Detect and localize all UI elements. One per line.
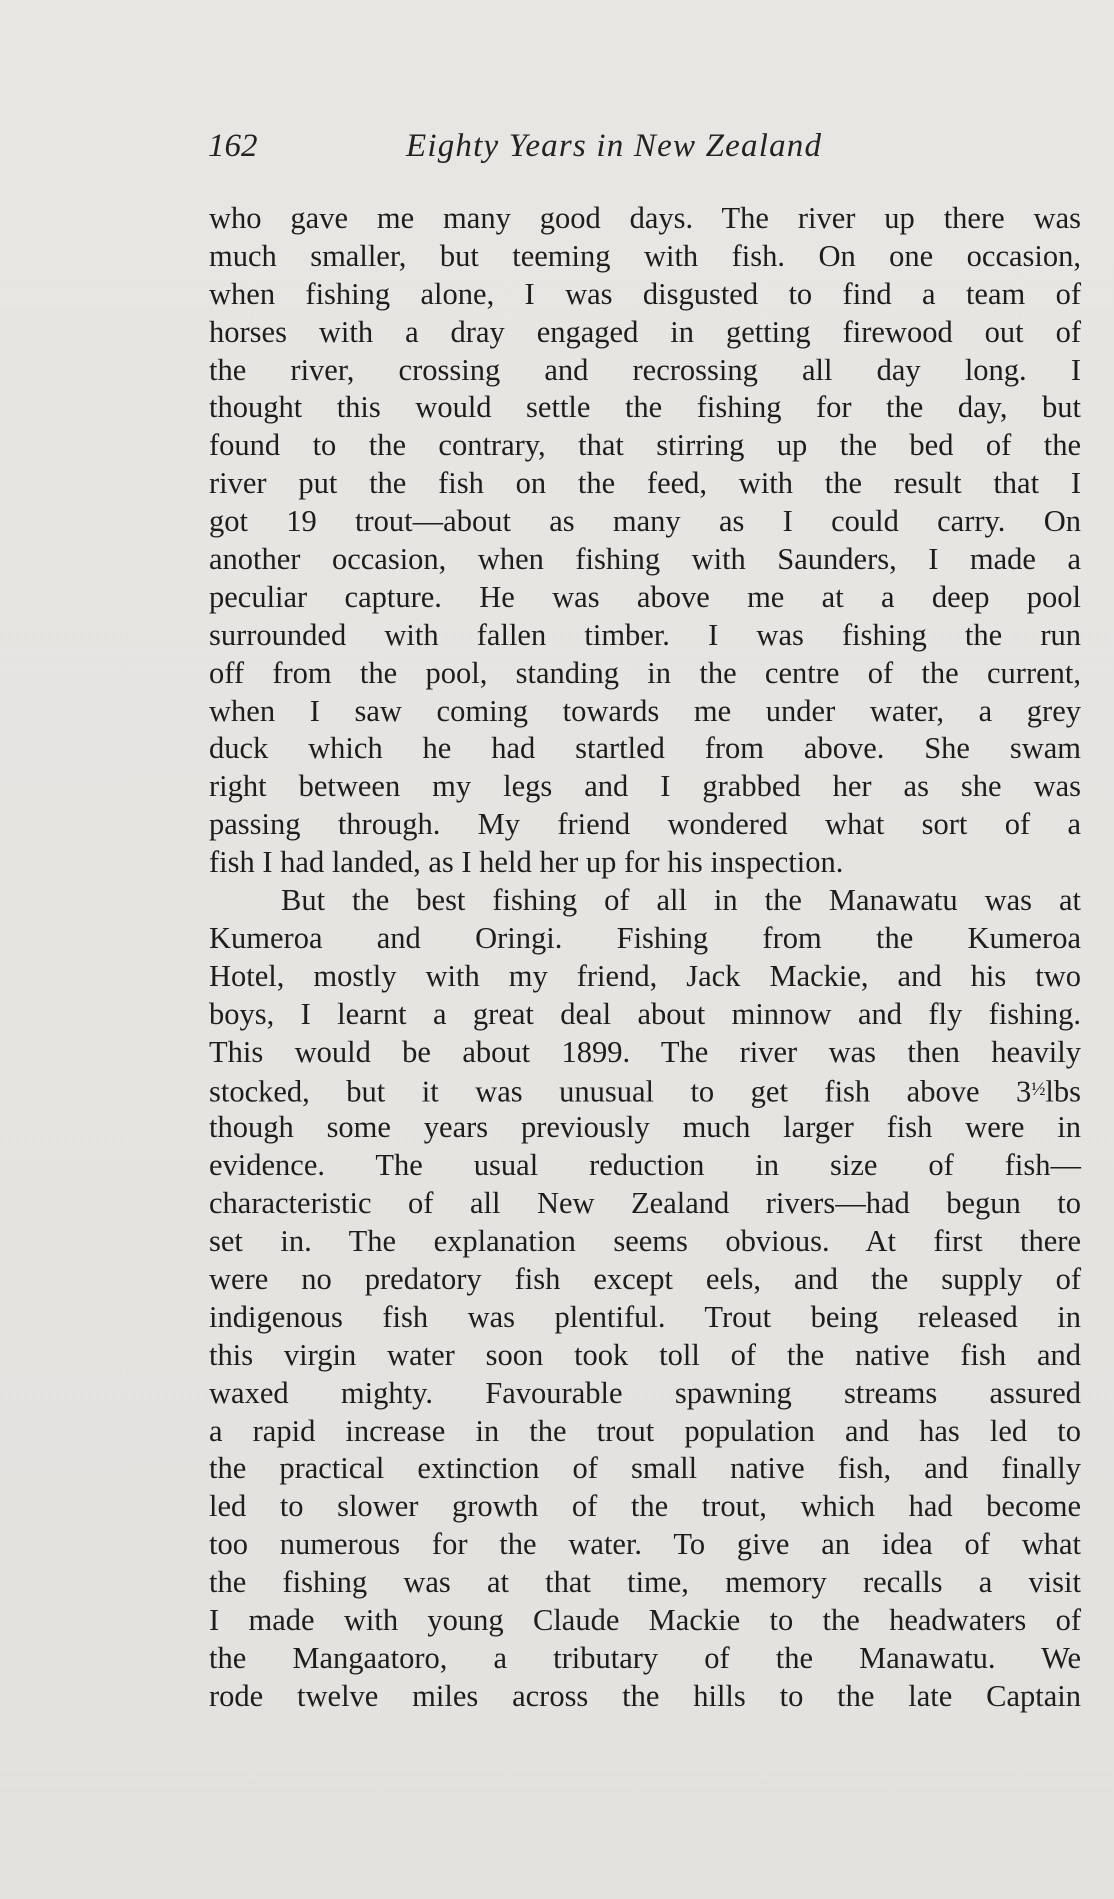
text-line: a rapid increase in the trout population and has led to bbox=[209, 1413, 1081, 1448]
text-line: horses with a dray engaged in getting firewood out of bbox=[209, 314, 1081, 349]
text-line: too numerous for the water. To give an idea of what bbox=[209, 1527, 1081, 1562]
text-line: river put the fish on the feed, with the result that I bbox=[209, 466, 1081, 501]
text-line: right between my legs and I grabbed her as she was bbox=[209, 769, 1081, 804]
text-line: fish I had landed, as I held her up for his inspection. bbox=[209, 845, 844, 880]
text-line-with-fraction bbox=[209, 1071, 1081, 1109]
text-line: evidence. The usual reduction in size of fish— bbox=[209, 1148, 1081, 1183]
text-line: peculiar capture. He was above me at a deep pool bbox=[209, 579, 1081, 614]
text-line: indigenous fish was plentiful. Trout being released in bbox=[209, 1299, 1081, 1334]
text-line: thought this would settle the fishing for the day, but bbox=[209, 390, 1081, 425]
body-text bbox=[209, 200, 1081, 1716]
text-line: the practical extinction of small native fish, and finally bbox=[209, 1451, 1081, 1486]
text-line: waxed mighty. Favourable spawning streams assured bbox=[209, 1375, 1081, 1410]
text-line: the fishing was at that time, memory recalls a visit bbox=[209, 1565, 1081, 1600]
text-line: though some years previously much larger fish were in bbox=[209, 1110, 1081, 1145]
text-line: boys, I learnt a great deal about minnow and fly fishing. bbox=[209, 996, 1081, 1031]
text-line: characteristic of all New Zealand rivers—had begun to bbox=[209, 1186, 1081, 1221]
text-line: found to the contrary, that stirring up the bed of the bbox=[209, 428, 1081, 463]
text-line: when fishing alone, I was disgusted to find a team of bbox=[209, 276, 1081, 311]
weight-unit: lbs bbox=[1045, 1075, 1081, 1110]
text-line: another occasion, when fishing with Saunders, I made a bbox=[209, 542, 1081, 577]
book-title: Eighty Years in New Zealand bbox=[406, 128, 823, 164]
text-line: set in. The explanation seems obvious. At first there bbox=[209, 1224, 1081, 1259]
text-line: passing through. My friend wondered what sort of a bbox=[209, 807, 1081, 842]
text-line: much smaller, but teeming with fish. On one occasion, bbox=[209, 238, 1081, 273]
text-line: surrounded with fallen timber. I was fishing the run bbox=[209, 617, 1081, 652]
text-line: got 19 trout—about as many as I could carry. On bbox=[209, 504, 1081, 539]
text-line: rode twelve miles across the hills to the late Captain bbox=[209, 1678, 1081, 1713]
text-line: I made with young Claude Mackie to the headwaters of bbox=[209, 1602, 1081, 1637]
text-line: this virgin water soon took toll of the native fish and bbox=[209, 1337, 1081, 1372]
text-line: led to slower growth of the trout, which had become bbox=[209, 1489, 1081, 1524]
text-line: off from the pool, standing in the centre of the current, bbox=[209, 655, 1081, 690]
fraction-half: ½ bbox=[1031, 1079, 1046, 1101]
text-line: This would be about 1899. The river was then heavily bbox=[209, 1034, 1081, 1069]
text-line: who gave me many good days. The river up there was bbox=[209, 201, 1081, 235]
text-line: Hotel, mostly with my friend, Jack Mackie, and his two bbox=[209, 958, 1081, 993]
text-line: were no predatory fish except eels, and the supply of bbox=[209, 1261, 1081, 1296]
text-line: duck which he had startled from above. She swam bbox=[209, 731, 1081, 766]
paragraph-start-line: But the best fishing of all in the Manawatu was at bbox=[281, 883, 1081, 918]
text-line: the river, crossing and recrossing all day long. I bbox=[209, 352, 1081, 387]
running-head bbox=[208, 124, 898, 168]
text-line-fragment: stocked, but it was unusual to get fish above 3 bbox=[209, 1075, 1032, 1110]
text-line: when I saw coming towards me under water, a grey bbox=[209, 693, 1081, 728]
text-line: Kumeroa and Oringi. Fishing from the Kumeroa bbox=[209, 920, 1081, 955]
text-line: the Mangaatoro, a tributary of the Manawatu. We bbox=[209, 1640, 1081, 1675]
page-number: 162 bbox=[208, 128, 258, 164]
